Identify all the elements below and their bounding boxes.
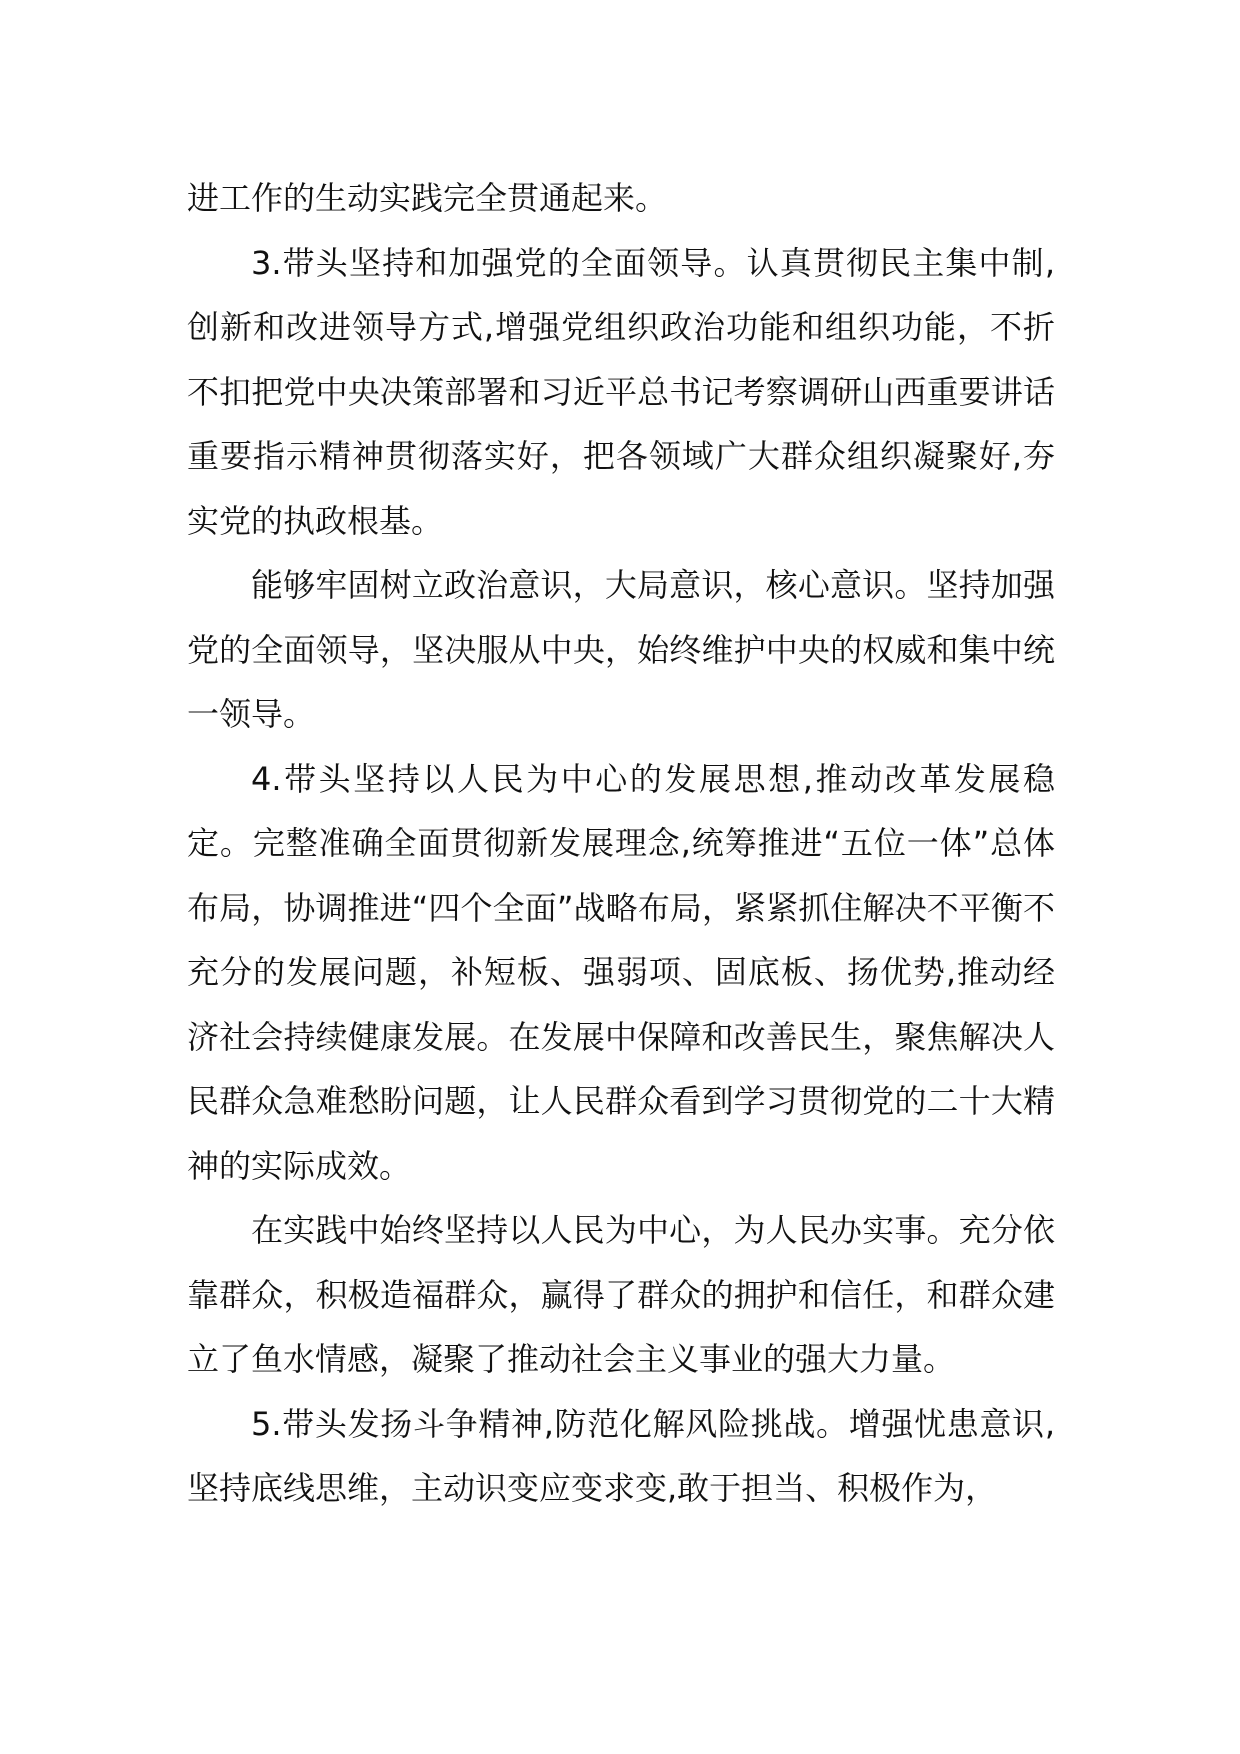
paragraph-continued: 进工作的生动实践完全贯通起来。 xyxy=(187,179,668,217)
paragraph-item-3: 3.带头坚持和加强党的全面领导。认真贯彻民主集中制,创新和改进领导方式,增强党组织政治功能和组织功能，不折不扣把党中央决策部署和习近平总书记考察调研山西重要讲话重要指示精神贯彻落实好，把各领域广大群众组织凝聚好,夯实党的执政根基。 xyxy=(187,243,1055,540)
paragraph-item-4: 4.带头坚持以人民为中心的发展思想,推动改革发展稳定。完整准确全面贯彻新发展理念,统筹推进“五位一体”总体布局，协调推进“四个全面”战略布局，紧紧抓住解决不平衡不充分的发展问题，补短板、强弱项、固底板、扬优势,推动经济社会持续健康发展。在发展中保障和改善民生，聚焦解决人民群众急难愁盼问题，让人民群众看到学习贯彻党的二十大精神的实际成效。 xyxy=(187,759,1055,1185)
paragraph-people-centered: 在实践中始终坚持以人民为中心，为人民办实事。充分依靠群众，积极造福群众，赢得了群众的拥护和信任，和群众建立了鱼水情感，凝聚了推动社会主义事业的强大力量。 xyxy=(187,1211,1055,1378)
paragraph-political-awareness: 能够牢固树立政治意识，大局意识，核心意识。坚持加强党的全面领导，坚决服从中央，始终维护中央的权威和集中统一领导。 xyxy=(187,566,1055,733)
paragraph-item-5: 5.带头发扬斗争精神,防范化解风险挑战。增强忧患意识,坚持底线思维，主动识变应变求变,敢于担当、积极作为， xyxy=(187,1404,1055,1507)
body-text xyxy=(187,166,1055,1521)
